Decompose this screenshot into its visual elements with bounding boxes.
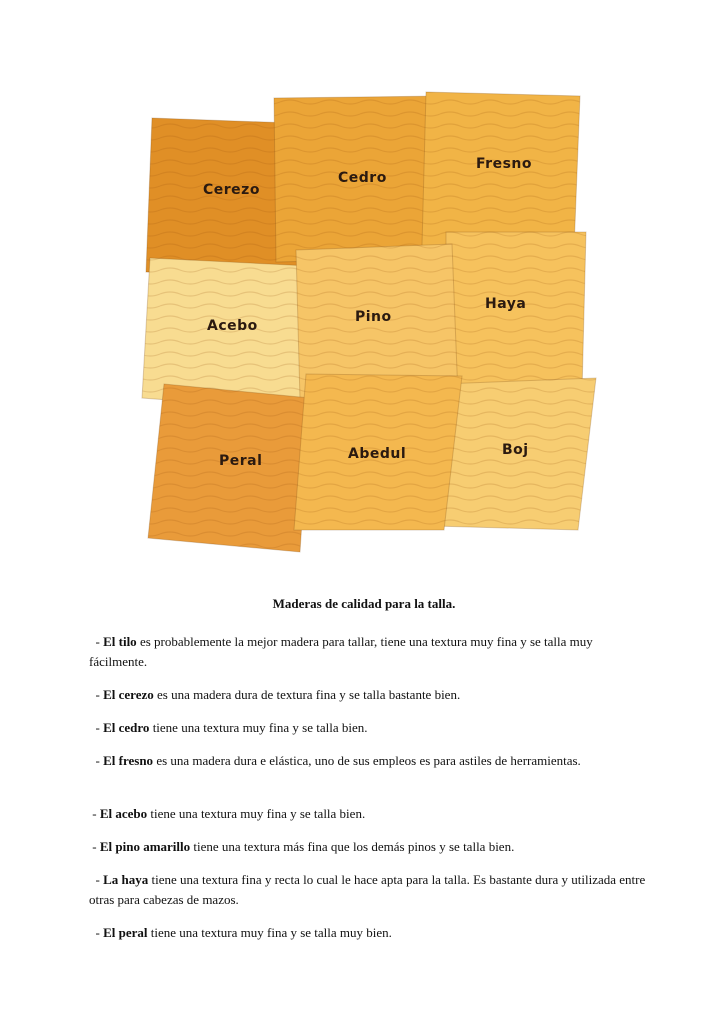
label-cedro: Cedro (338, 170, 387, 186)
label-pino: Pino (355, 309, 392, 325)
wood-name: El tilo (103, 634, 137, 649)
label-cerezo: Cerezo (203, 182, 260, 198)
wood-name: El peral (103, 925, 148, 940)
wood-text: es probablemente la mejor madera para tallar, tiene una textura muy fina y se talla muy fácilmente. (89, 634, 593, 669)
wood-text: tiene una textura muy fina y se talla bien. (147, 806, 366, 821)
wood-description (89, 870, 649, 910)
wood-description (89, 685, 649, 705)
wood-name: El fresno (103, 753, 154, 768)
item-prefix: - (89, 839, 100, 854)
label-fresno: Fresno (476, 156, 532, 172)
wood-text: es una madera dura de textura fina y se talla bastante bien. (153, 687, 461, 702)
wood-description (89, 718, 649, 738)
label-haya: Haya (485, 296, 527, 312)
item-prefix: - (89, 753, 104, 768)
label-peral: Peral (219, 453, 263, 469)
wood-description (89, 751, 649, 771)
item-prefix: - (89, 806, 100, 821)
wood-name: La haya (103, 872, 149, 887)
figure-caption: Maderas de calidad para la talla. (272, 596, 456, 611)
wood-description (89, 837, 649, 857)
label-acebo: Acebo (207, 318, 258, 334)
wood-text: es una madera dura e elástica, uno de sus empleos es para astiles de herramientas. (153, 753, 581, 768)
wood-name: El cerezo (103, 687, 154, 702)
label-boj: Boj (502, 442, 529, 458)
wood-text: tiene una textura fina y recta lo cual le hace apta para la talla. Es bastante dura y utilizada entre otras para cabezas de mazos. (89, 872, 646, 907)
wood-text: tiene una textura muy fina y se talla bien. (149, 720, 368, 735)
item-prefix: - (89, 925, 104, 940)
panel-haya-grain (446, 232, 586, 392)
item-prefix: - (89, 687, 104, 702)
wood-text: tiene una textura muy fina y se talla muy bien. (147, 925, 392, 940)
wood-name: El acebo (99, 806, 148, 821)
label-abedul: Abedul (348, 446, 407, 462)
item-prefix: - (89, 634, 104, 649)
wood-name: El pino amarillo (99, 839, 191, 854)
item-prefix: - (89, 872, 104, 887)
wood-description (89, 804, 649, 824)
wood-description (89, 923, 649, 943)
wood-text: tiene una textura más fina que los demás pinos y se talla bien. (190, 839, 515, 854)
item-prefix: - (89, 720, 104, 735)
wood-description (89, 632, 649, 672)
wood-name: El cedro (103, 720, 150, 735)
